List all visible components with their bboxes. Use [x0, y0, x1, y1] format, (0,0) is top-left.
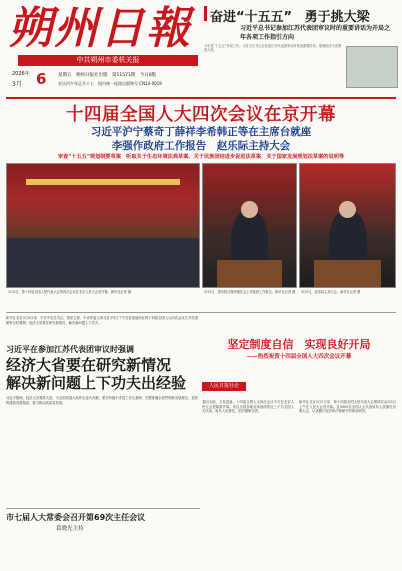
- promo-body: 今年是“十五五”开局之年。习近平总书记在参加江苏代表团审议时发表重要讲话，强调经济大省要挑大梁。: [204, 44, 342, 53]
- newspaper-logo: 朔州日報: [8, 3, 192, 54]
- mid-column-body: 新华社北京3月5日电 第十四届全国人民代表大会第四次会议5日上午在人民大会堂开幕。近3000名全国人大代表肩负人民重托出席大会，认真履行宪法和法律赋予的神圣职责。: [299, 400, 396, 414]
- issue-month: 3月: [12, 81, 22, 88]
- top-promo[interactable]: [204, 2, 398, 94]
- bottom-headline: 市七届人大常委会召开第69次主任会议: [6, 513, 146, 522]
- photo-banner: [26, 179, 180, 185]
- editorial-body: 春回大地，万象更新。十四届全国人大四次会议今天在北京人民大会堂隆重开幕。来自全国各地各条战线的近三千名全国人大代表，肩负人民重托，依法履职尽责。: [202, 400, 294, 414]
- photo-chair[interactable]: [299, 163, 396, 288]
- article-headline-line-1: 经济大省要在研究新情况: [6, 356, 172, 374]
- promo-photo: [346, 46, 398, 88]
- promo-subhead: 习近平总书记参加江苏代表团审议时的重要讲话为开局之年各项工作指引方向: [240, 25, 391, 41]
- promo-headline-a: 奋进“十五五”: [210, 10, 293, 25]
- article-headline-line-2: 解决新问题上下功夫出经验: [6, 374, 187, 392]
- photo-face: [339, 201, 356, 218]
- photo-face: [241, 201, 258, 218]
- bottom-left-article[interactable]: [6, 508, 200, 568]
- issue-info: [12, 70, 207, 94]
- photo-caption-1: 3月5日，第十四届全国人民代表大会第四次会议在北京人民大会堂开幕。新华社记者 摄: [8, 290, 132, 294]
- main-headline[interactable]: 十四届全国人大四次会议在京开幕: [66, 105, 336, 125]
- logo-subtitle: 中共朔州市委机关报: [18, 55, 198, 66]
- bottom-subhead: 葛晓光主持: [56, 526, 84, 532]
- editorial-body-area: [202, 400, 396, 568]
- main-subhead-2: 李强作政府工作报告 赵乐际主持大会: [111, 140, 291, 152]
- editorial-block[interactable]: [202, 330, 396, 389]
- issue-day: 6: [36, 70, 47, 88]
- editorial-subtitle: ——热烈祝贺十四届全国人大四次会议开幕: [246, 354, 352, 360]
- section-rule: [6, 312, 396, 313]
- editorial-tag: 人民日报社论: [202, 382, 246, 391]
- masthead-rule: [6, 97, 396, 99]
- main-deck: 审查“十五五”规划纲要草案 听取关于生态环境法典草案、关于民族团结进步促进法草案、关于国家发展规划法草案的说明等: [57, 154, 345, 160]
- issue-line-1: 星期五 朔州日报社出版 第11571期 今日8版: [58, 73, 157, 78]
- photo-podium: [314, 260, 381, 287]
- photo-caption-2: 3月5日，国务院总理李强在会上作政府工作报告。新华社记者 摄: [204, 290, 296, 294]
- issue-year: 2026年: [12, 71, 30, 77]
- article-headline: [6, 356, 200, 392]
- main-subhead-1: 习近平沪宁蔡奇丁薛祥李希韩正等在主席台就座: [90, 126, 312, 138]
- article-pre-head: 习近平在参加江苏代表团审议时强调: [6, 345, 134, 354]
- photo-caption-3: 3月5日，赵乐际主持大会。新华社记者 摄: [301, 290, 361, 294]
- issue-line-2: 农历丙午年正月十七 国内统一连续出版物号 CN14-0019: [58, 81, 162, 86]
- photo-seating: [7, 238, 199, 287]
- photo-speaker[interactable]: [202, 163, 297, 288]
- masthead: [0, 0, 402, 98]
- promo-headline-b: 勇于挑大梁: [304, 10, 370, 25]
- editorial-title: 坚定制度自信 实现良好开局: [227, 338, 371, 351]
- photo-assembly-hall[interactable]: [6, 163, 200, 288]
- bottom-rule: [6, 508, 200, 509]
- promo-headline: [204, 6, 394, 25]
- article-body: 习近平强调，经济大省要挑大梁，为全国发展大局作出更大贡献。要坚持稳中求进工作总基调，完整准确全面贯彻新发展理念，加快构建新发展格局，着力推动高质量发展。: [6, 396, 198, 405]
- article-intro: 新华社北京3月5日电 中共中央总书记、国家主席、中央军委主席习近平5日下午在参加他所在的十四届全国人大四次会议江苏代表团审议时强调，经济大省要在研究新情况、解决新问题上下功夫。: [6, 316, 198, 325]
- photo-podium: [217, 260, 282, 287]
